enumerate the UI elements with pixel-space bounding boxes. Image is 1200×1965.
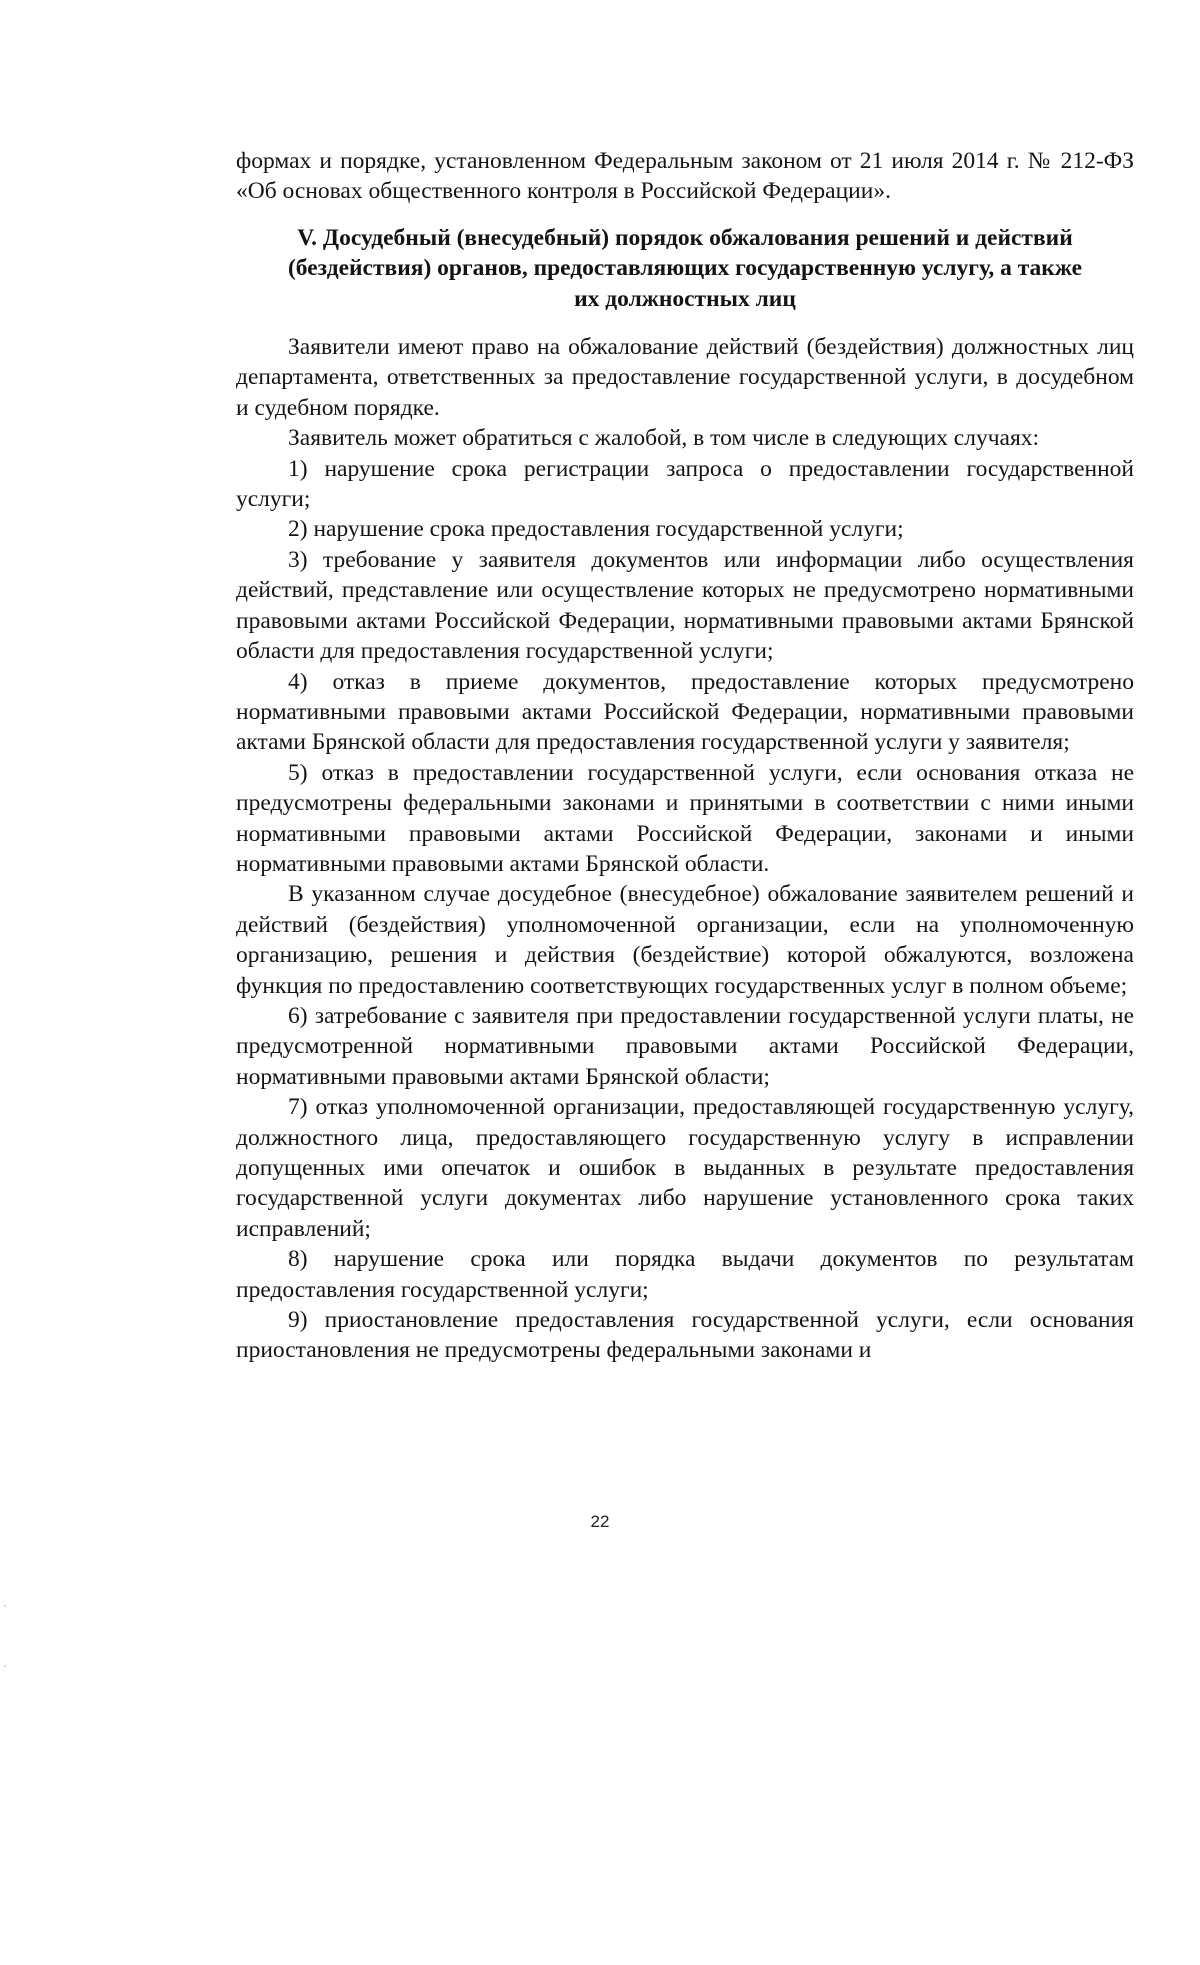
page-number: 22: [590, 1512, 610, 1531]
paragraph-authorized-organization: В указанном случае досудебное (внесудебное) обжалование заявителем решений и действий (бездействия) уполномоченной организации, если на уполномоченную организацию, решения и действия (бездействие) которой обжалуются, возложена функция по предоставлению соответствующих государственных услуг в полном объеме;: [236, 881, 1134, 999]
list-item-1: 1) нарушение срока регистрации запроса о предоставлении государственной услуги;: [236, 455, 1134, 513]
list-item-4: 4) отказ в приеме документов, предоставление которых предусмотрено нормативными правовыми актами Российской Федерации, нормативными правовыми актами Брянской области для предоставления государственной услуги у заявителя;: [236, 668, 1134, 756]
list-item-7: 7) отказ уполномоченной организации, предоставляющей государственную услугу, должностного лица, предоставляющего государственную услугу в исправлении допущенных ими опечаток и ошибок в выданных в результате предоставления государственной услуги документах либо нарушение установленного срока таких исправлений;: [236, 1094, 1134, 1242]
list-item-3: 3) требование у заявителя документов или информации либо осуществления действий, представление или осуществление которых не предусмотрено нормативными правовыми актами Российской Федерации, нормативными правовыми актами Брянской области для предоставления государственной услуги;: [236, 546, 1134, 665]
intro-paragraph: формах и порядке, установленном Федеральным законом от 21 июля 2014 г. № 212-ФЗ «Об основах общественного контроля в Российской Федерации».: [236, 148, 1134, 205]
list-item-6: 6) затребование с заявителя при предоставлении государственной услуги платы, не предусмотренной нормативными правовыми актами Российской Федерации, нормативными правовыми актами Брянской области;: [236, 1002, 1134, 1090]
list-item-5: 5) отказ в предоставлении государственной услуги, если основания отказа не предусмотрены федеральными законами и принятыми в соответствии с ними иными нормативными правовыми актами Российской Федерации, законами и иными нормативными правовыми актами Брянской области.: [236, 759, 1134, 877]
list-item-2: 2) нарушение срока предоставления государственной услуги;: [288, 516, 904, 543]
scan-mark: [4, 1605, 6, 1607]
list-item-8: 8) нарушение срока или порядка выдачи документов по результатам предоставления государственной услуги;: [236, 1246, 1134, 1303]
paragraph-complaint-cases: Заявитель может обратиться с жалобой, в том числе в следующих случаях:: [288, 425, 1040, 452]
scan-mark: [4, 1665, 6, 1667]
document-body: [236, 146, 1134, 1366]
list-item-9: 9) приостановление предоставления государственной услуги, если основания приостановления не предусмотрены федеральными законами и: [236, 1307, 1134, 1364]
paragraph-right-to-appeal: Заявители имеют право на обжалование действий (бездействия) должностных лиц департамента, ответственных за предоставление государственной услуги, в досудебном и судебном порядке.: [236, 334, 1134, 421]
section-heading: V. Досудебный (внесудебный) порядок обжалования решений и действий (бездействия) органов, предоставляющих государственную услугу, а также их должностных лиц: [287, 224, 1082, 312]
